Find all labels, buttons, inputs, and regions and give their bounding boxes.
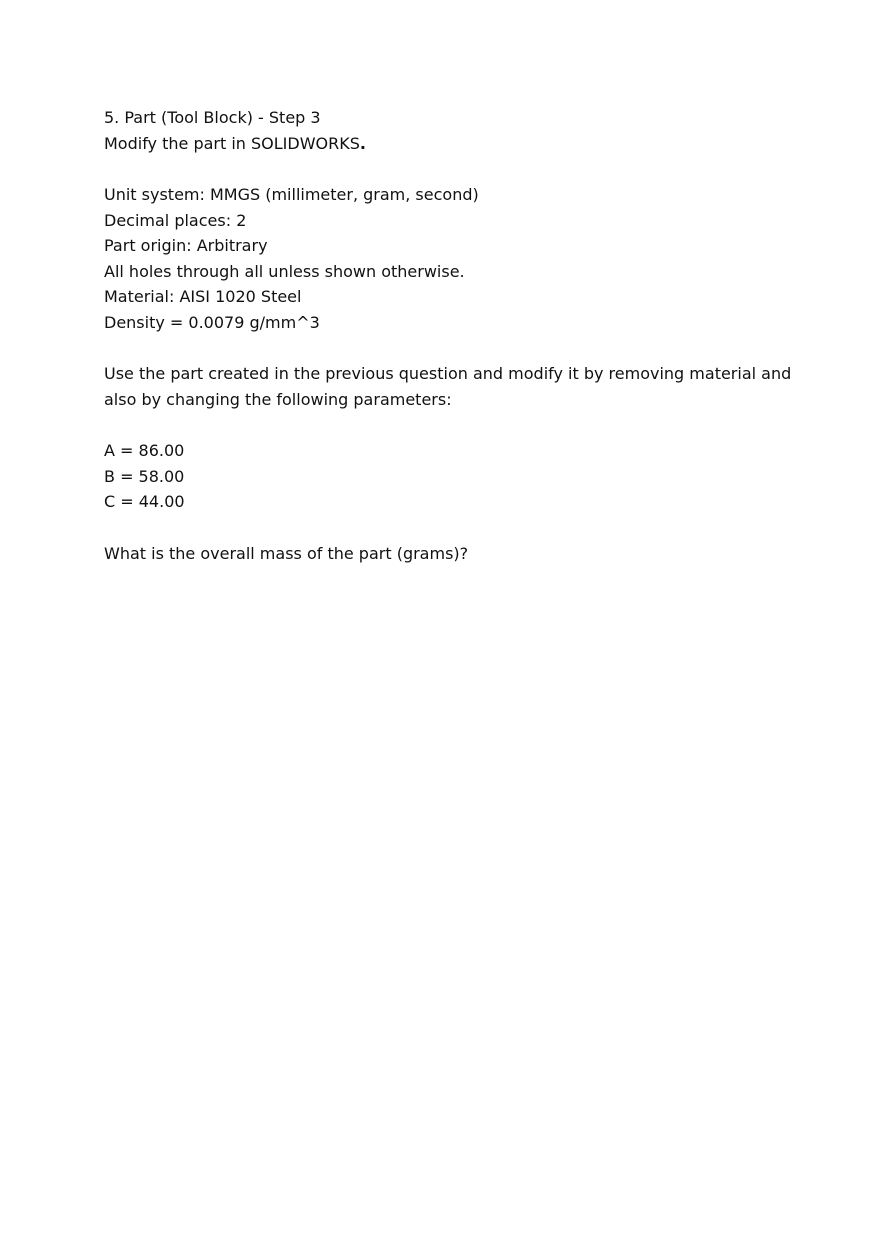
description-line-2: also by changing the following parameters: bbox=[104, 389, 452, 409]
spec-unit-system: Unit system: MMGS (millimeter, gram, second) bbox=[104, 185, 479, 204]
parameter-b: B = 58.00 bbox=[104, 466, 185, 486]
instruction-period: . bbox=[359, 133, 366, 153]
spec-density: Density = 0.0079 g/mm^3 bbox=[104, 312, 320, 332]
spacer bbox=[104, 412, 804, 438]
spec-material: Material: AISI 1020 Steel bbox=[104, 287, 302, 306]
question-text: What is the overall mass of the part (grams)? bbox=[104, 543, 469, 563]
instruction-line bbox=[104, 131, 804, 157]
spec-holes: All holes through all unless shown otherwise. bbox=[104, 261, 465, 281]
spacer bbox=[104, 156, 804, 182]
spec-part-origin: Part origin: Arbitrary bbox=[104, 236, 268, 255]
parameter-a: A = 86.00 bbox=[104, 441, 185, 460]
document-page bbox=[104, 105, 804, 566]
spacer bbox=[104, 335, 804, 361]
spec-decimal-places: Decimal places: 2 bbox=[104, 210, 247, 230]
parameter-c: C = 44.00 bbox=[104, 492, 185, 511]
spacer bbox=[104, 515, 804, 541]
instruction-text: Modify the part in SOLIDWORKS bbox=[104, 133, 360, 153]
description-line-1: Use the part created in the previous question and modify it by removing material and bbox=[104, 364, 792, 383]
question-title: 5. Part (Tool Block) - Step 3 bbox=[104, 108, 321, 127]
